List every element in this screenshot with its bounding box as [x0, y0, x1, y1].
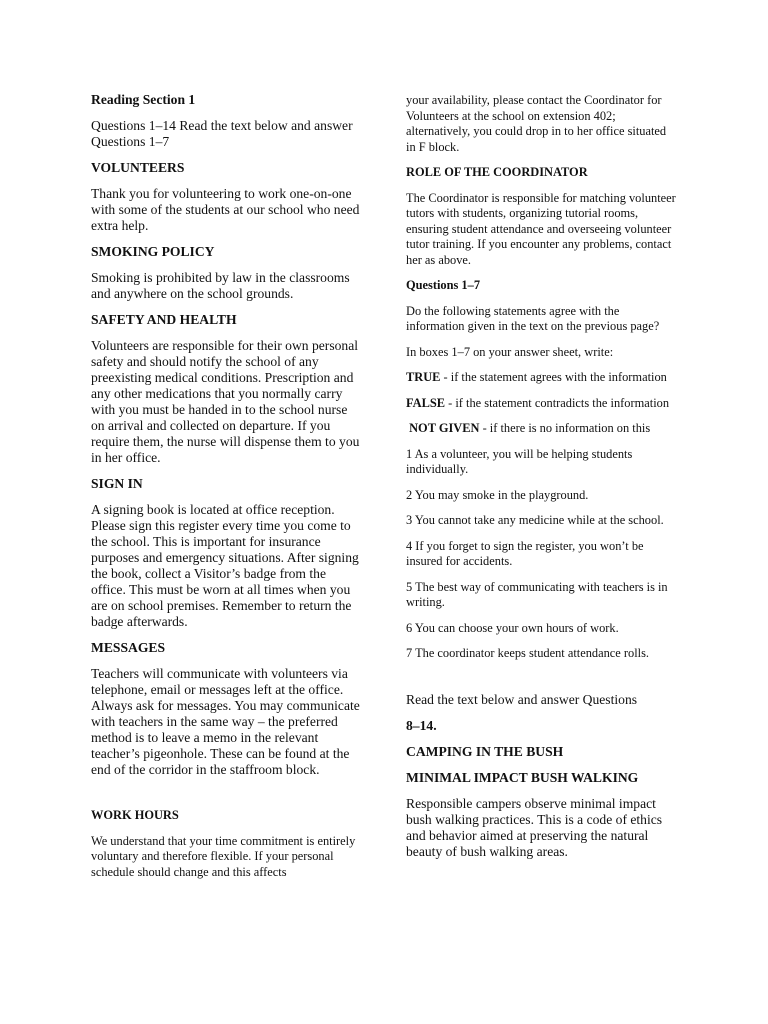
not-given-label: NOT GIVEN	[409, 421, 480, 435]
false-text: - if the statement contradicts the information	[445, 395, 670, 410]
right-column	[406, 93, 678, 870]
paragraph-work-hours: We understand that your time commitment is entirely voluntary and therefore flexible. If your personal schedule should change and this affects	[91, 833, 356, 879]
question-item: 1 As a volunteer, you will be helping students individually.	[406, 446, 633, 476]
heading-safety-and-health: SAFETY AND HEALTH	[91, 312, 237, 327]
paragraph-smoking-policy: Smoking is prohibited by law in the classrooms and anywhere on the school grounds.	[91, 270, 350, 301]
spacer	[406, 672, 678, 692]
heading-questions-1-7: Questions 1–7	[406, 278, 481, 292]
heading-messages: MESSAGES	[91, 640, 166, 655]
heading-smoking-policy: SMOKING POLICY	[91, 244, 215, 259]
answer-option-true	[406, 370, 678, 386]
false-label: FALSE	[406, 395, 446, 410]
paragraph-work-hours-continued: your availability, please contact the Coordinator for Volunteers at the school on extension 402; alternatively, you could drop in to her office situated in F block.	[406, 93, 667, 154]
true-label: TRUE	[406, 370, 441, 384]
spacer	[91, 788, 363, 808]
paragraph-do-following: Do the following statements agree with the information given in the text on the previous page?	[406, 303, 660, 333]
instructions-text: Questions 1–14 Read the text below and answer Questions 1–7	[91, 118, 353, 149]
question-item: 5 The best way of communicating with teachers is in writing.	[406, 579, 668, 609]
heading-role-of-coordinator: ROLE OF THE COORDINATOR	[406, 165, 588, 179]
answer-option-not-given	[406, 421, 678, 437]
true-text: - if the statement agrees with the information	[440, 370, 667, 384]
heading-volunteers: VOLUNTEERS	[91, 160, 185, 175]
paragraph-messages: Teachers will communicate with volunteers via telephone, email or messages left at the office. Always ask for messages. You may communicate with teachers in the same way – the preferred method is to leave a memo in the relevant teacher’s pigeonhole. These can be found at the end of the corridor in the staffroom block.	[91, 666, 360, 777]
heading-questions-8-14: 8–14.	[406, 717, 437, 733]
question-item: 6 You can choose your own hours of work.	[406, 620, 619, 635]
paragraph-in-boxes: In boxes 1–7 on your answer sheet, write:	[406, 344, 614, 359]
paragraph-role-of-coordinator: The Coordinator is responsible for matching volunteer tutors with students, organizing tutorial rooms, ensuring student attendance and overseeing volunteer tutor training. If you encounter any problems, contact her as above.	[406, 190, 676, 267]
heading-minimal-impact: MINIMAL IMPACT BUSH WALKING	[406, 769, 639, 785]
left-column	[91, 92, 363, 890]
question-item: 3 You cannot take any medicine while at the school.	[406, 513, 664, 527]
paragraph-responsible-campers: Responsible campers observe minimal impact bush walking practices. This is a code of ethics and behavior aimed at preserving the natural beauty of bush walking areas.	[406, 795, 663, 859]
not-given-text: - if there is no information on this	[479, 421, 651, 435]
paragraph-safety-and-health: Volunteers are responsible for their own personal safety and should notify the school of any preexisting medical conditions. Prescription and any other medications that you normally carry with you must be handed in to the school nurse on arrival and collected on departure. If you require them, the nurse will dispense them to you in her office.	[91, 338, 360, 465]
section-title: Reading Section 1	[91, 92, 196, 107]
paragraph-volunteers: Thank you for volunteering to work one-on-one with some of the students at our school who need extra help.	[91, 186, 360, 233]
heading-camping-in-the-bush: CAMPING IN THE BUSH	[406, 743, 564, 759]
question-item: 7 The coordinator keeps student attendance rolls.	[406, 646, 650, 660]
question-item: 2 You may smoke in the playground.	[406, 487, 589, 502]
heading-work-hours: WORK HOURS	[91, 808, 179, 822]
paragraph-sign-in: A signing book is located at office reception. Please sign this register every time you come to the school. This is important for insurance purposes and emergency situations. After signing the book, collect a Visitor’s badge from the office. This must be worn at all times when you are on school premises. Remember to return the badge afterwards.	[91, 502, 359, 629]
answer-option-false	[406, 396, 678, 412]
heading-sign-in: SIGN IN	[91, 476, 143, 491]
paragraph-read-text: Read the text below and answer Questions	[406, 691, 638, 707]
question-item: 4 If you forget to sign the register, you won’t be insured for accidents.	[406, 538, 644, 568]
